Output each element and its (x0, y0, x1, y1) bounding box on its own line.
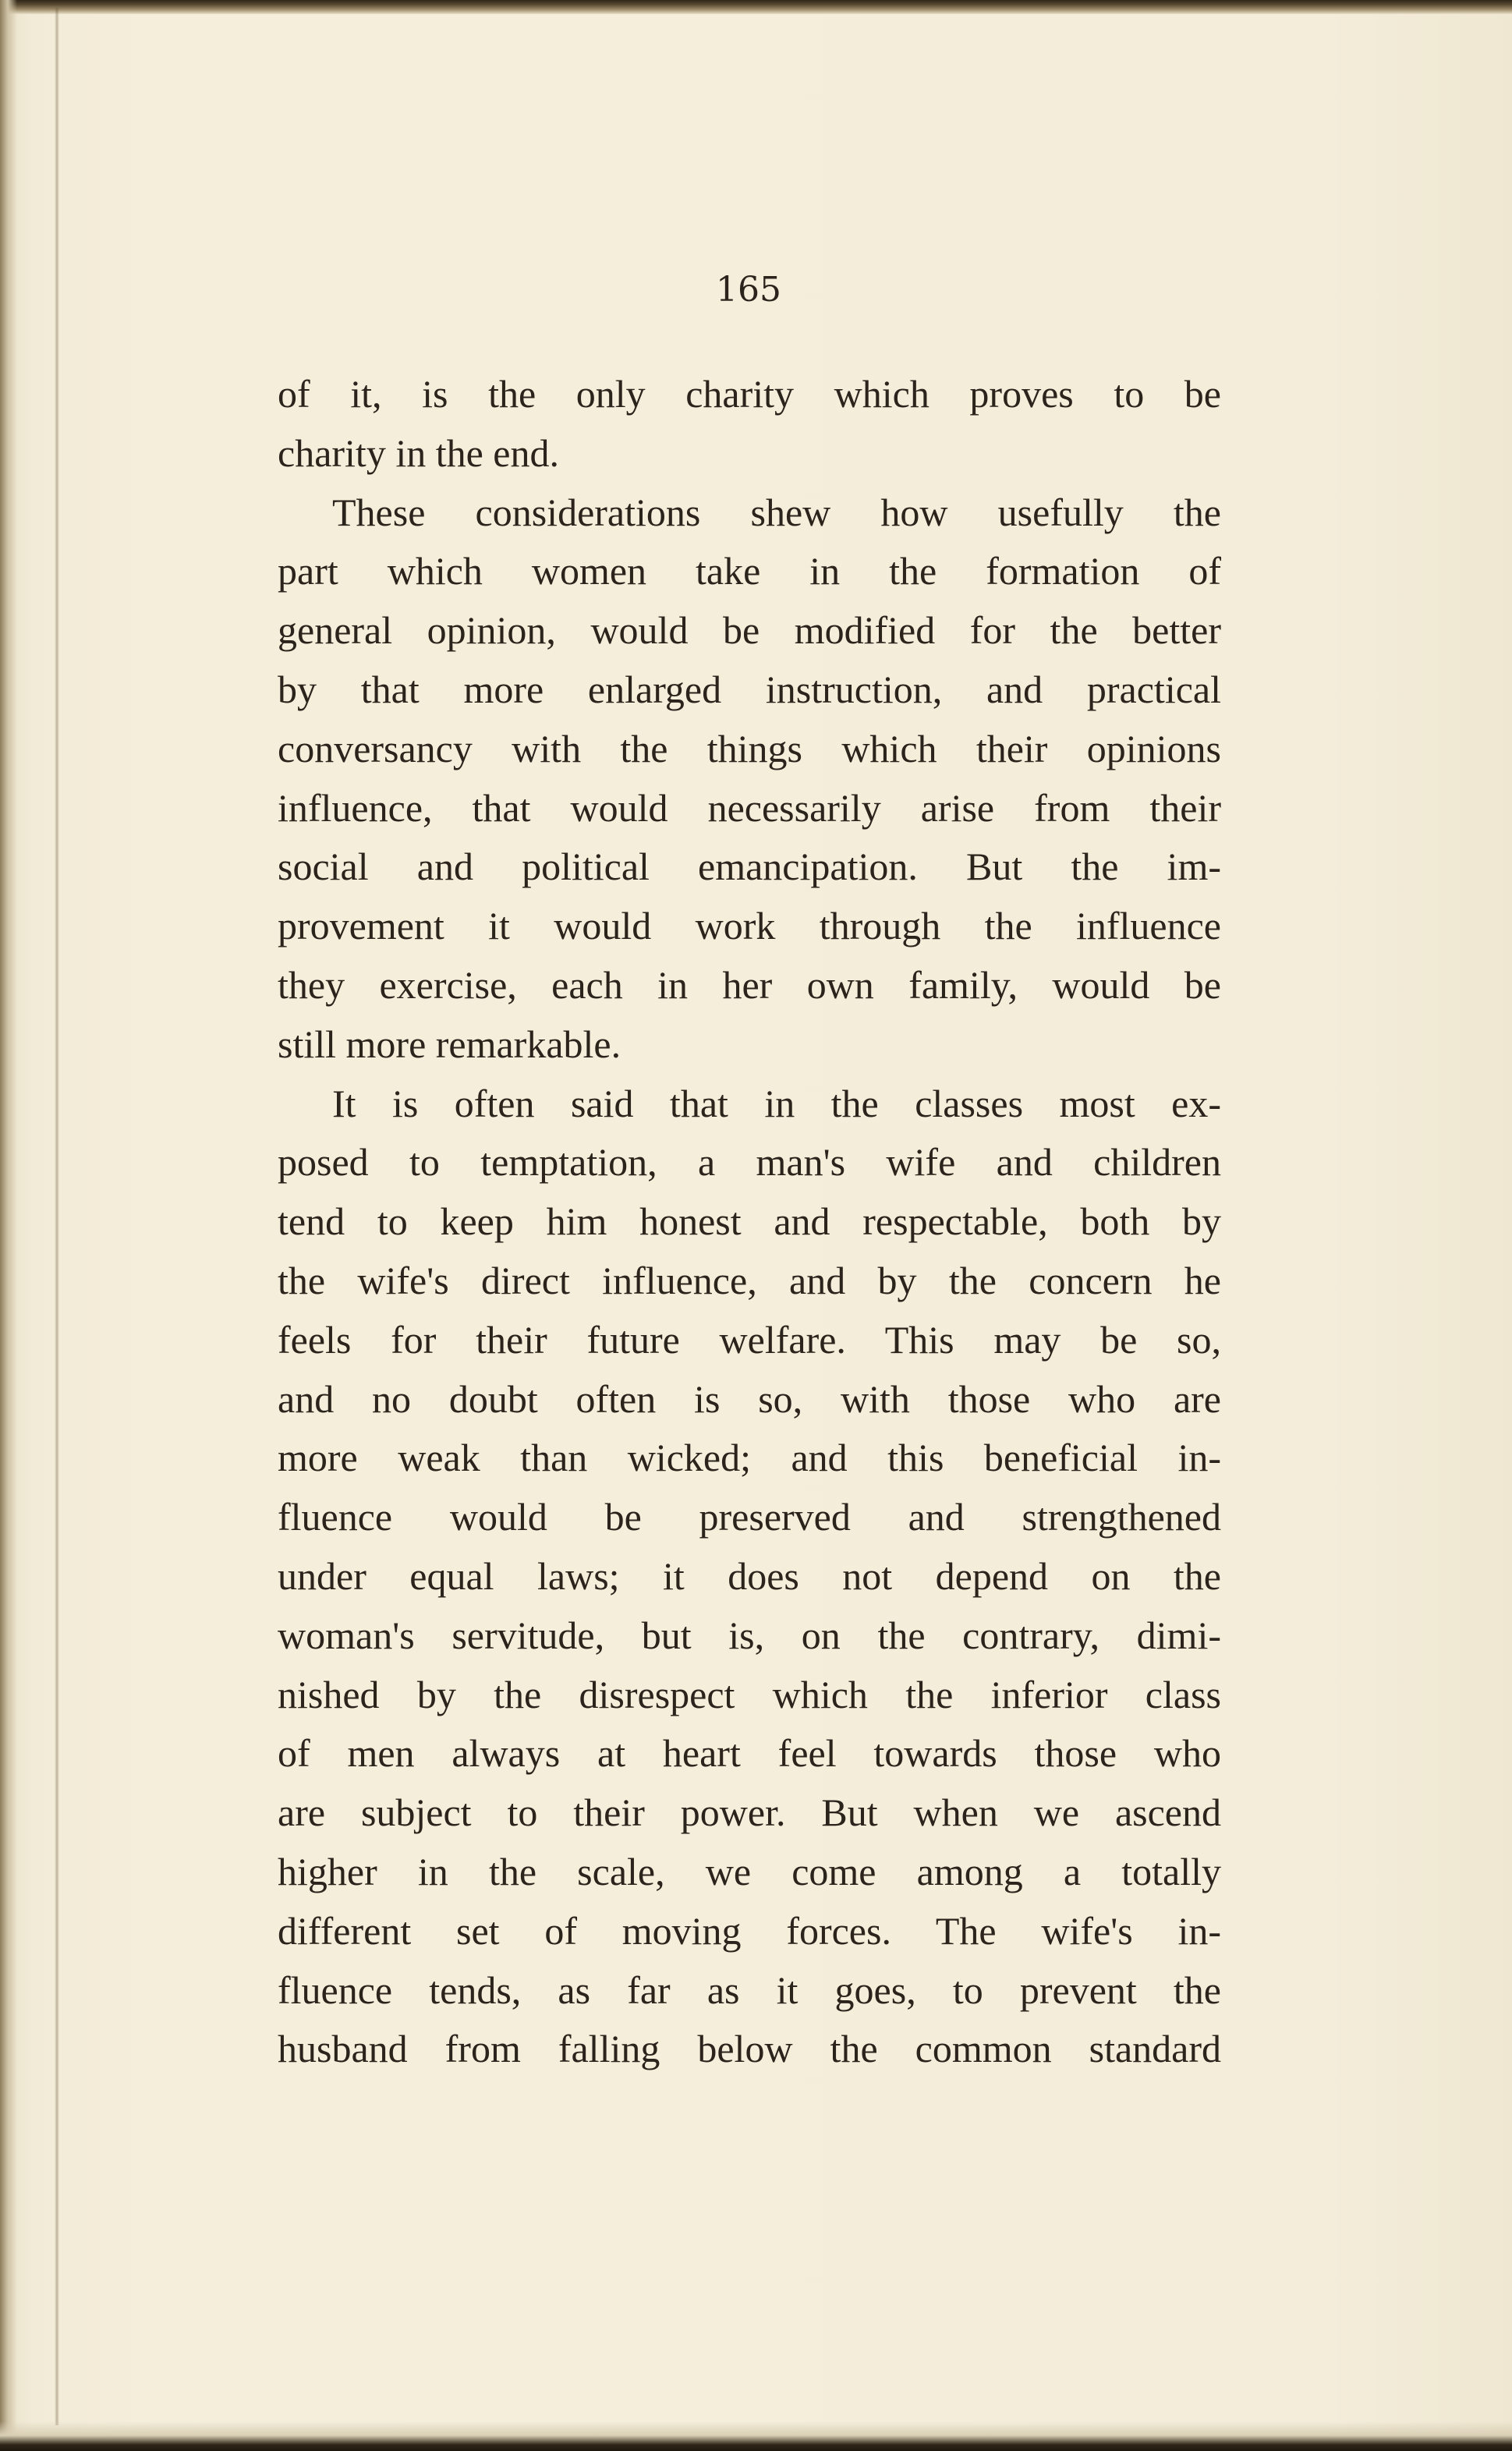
page-gutter-shadow (55, 8, 59, 2425)
text-line: nished by the disrespect which the inferior class (278, 1672, 1221, 1716)
text-line: These considerations shew how usefully the (332, 490, 1221, 534)
page-bottom-edge (0, 2421, 1512, 2451)
text-line: the wife's direct influence, and by the concern he (278, 1258, 1221, 1302)
text-line: conversancy with the things which their opinions (278, 726, 1221, 770)
text-line: different set of moving forces. The wife's in- (278, 1908, 1221, 1953)
text-line: charity in the end. (278, 430, 559, 475)
text-line: fluence tends, as far as it goes, to prevent the (278, 1968, 1221, 2012)
text-line: of men always at heart feel towards those who (278, 1731, 1221, 1776)
text-line: they exercise, each in her own family, would be (278, 962, 1221, 1007)
text-line: higher in the scale, we come among a totally (278, 1849, 1221, 1893)
text-line: and no doubt often is so, with those who are (278, 1376, 1221, 1421)
page-top-edge (0, 0, 1512, 14)
text-line: under equal laws; it does not depend on the (278, 1553, 1221, 1598)
text-line: posed to temptation, a man's wife and children (278, 1140, 1221, 1185)
text-line: by that more enlarged instruction, and practical (278, 667, 1221, 711)
text-line: influence, that would necessarily arise from their (278, 785, 1221, 830)
page-number: 165 (716, 270, 781, 310)
text-line: It is often said that in the classes most ex- (332, 1081, 1221, 1125)
body-text (278, 365, 1221, 2079)
text-line: general opinion, would be modified for the better (278, 608, 1221, 653)
text-line: fluence would be preserved and strengthened (278, 1495, 1221, 1539)
text-line: still more remarkable. (278, 1022, 621, 1066)
text-line: more weak than wicked; and this beneficial in- (278, 1436, 1221, 1480)
text-line: of it, is the only charity which proves to be (278, 372, 1221, 416)
text-line: provement it would work through the influence (278, 904, 1221, 948)
text-line: tend to keep him honest and respectable, both by (278, 1199, 1221, 1244)
text-line: are subject to their power. But when we ascend (278, 1790, 1221, 1835)
text-line: husband from falling below the common standard (278, 2027, 1221, 2071)
page-left-edge (0, 0, 17, 2451)
text-line: social and political emancipation. But the im- (278, 845, 1221, 889)
text-line: part which women take in the formation of (278, 549, 1221, 593)
text-line: woman's servitude, but is, on the contrary, dimi- (278, 1613, 1221, 1657)
text-line: feels for their future welfare. This may be so, (278, 1317, 1221, 1362)
